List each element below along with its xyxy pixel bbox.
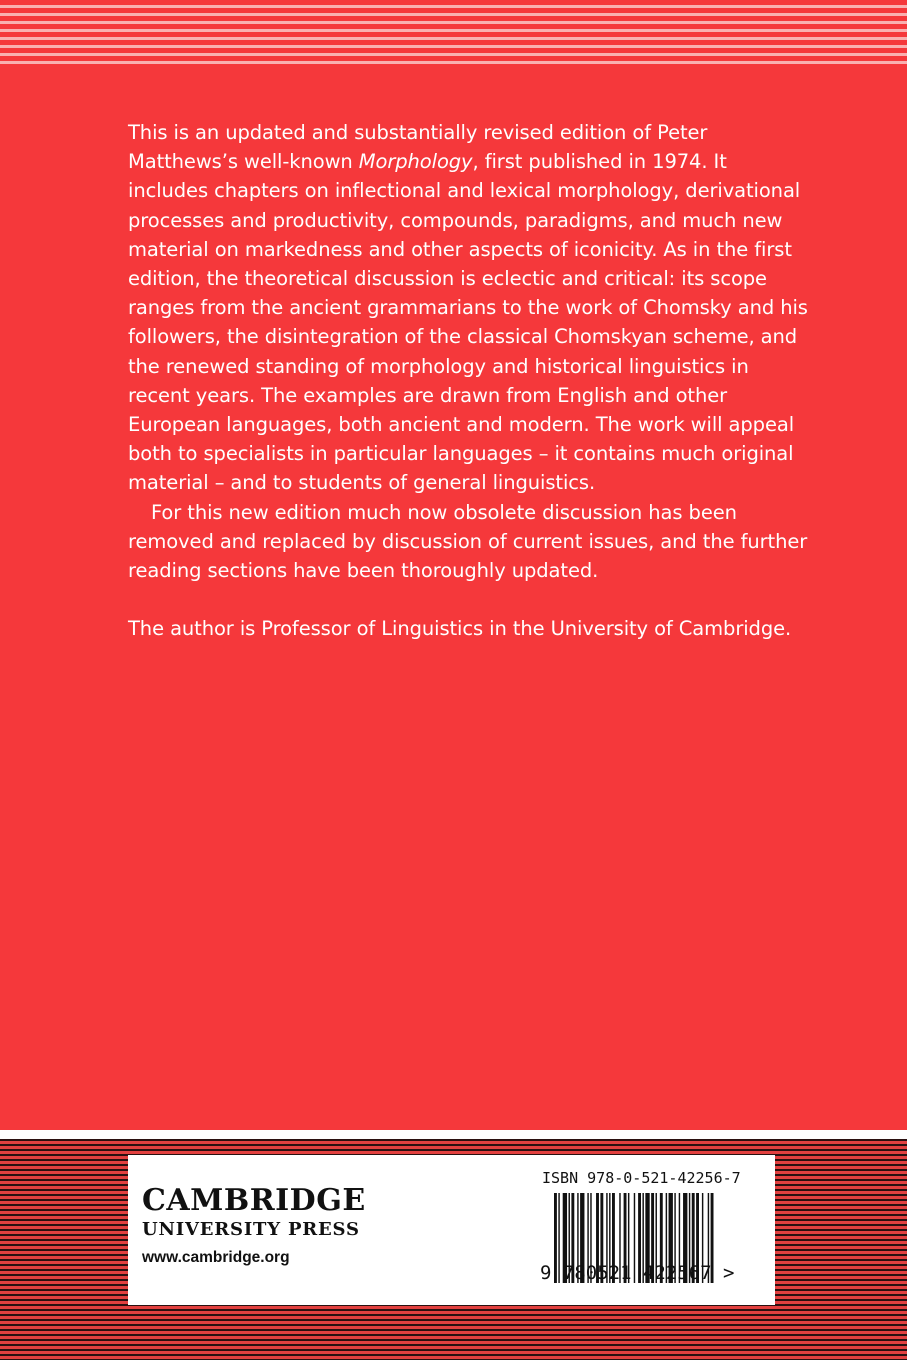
barcode-digits: 9 780521 422567 > xyxy=(540,1262,735,1284)
top-stripes xyxy=(0,0,907,64)
book-title: Morphology xyxy=(358,150,473,174)
blurb-paragraph-2: For this new edition much now obsolete discussion has been removed and replaced by discussion of current issues, and the further reading sections have been thoroughly updated. xyxy=(128,500,808,583)
author-note: The author is Professor of Linguistics in the University of Cambridge. xyxy=(128,617,792,641)
blurb-text xyxy=(128,118,808,643)
isbn-label: ISBN 978-0-521-42256-7 xyxy=(542,1169,741,1187)
publisher-website: www.cambridge.org xyxy=(142,1249,290,1266)
publisher-panel xyxy=(128,1155,775,1305)
publisher-logo xyxy=(142,1185,366,1267)
white-band xyxy=(0,1130,907,1139)
publisher-name: CAMBRIDGE xyxy=(142,1183,366,1218)
blurb-paragraph-1: This is an updated and substantially revised edition of Peter Matthews’s well-known Morphology, first published in 1974. It includes chapters on inflectional and lexical morphology, derivational processes and productivity, compounds, paradigms, and much new material on markedness and other aspects of iconicity. As in the first edition, the theoretical discussion is eclectic and critical: its scope ranges from the ancient grammarians to the work of Chomsky and his followers, the disintegration of the classical Chomskyan scheme, and the renewed standing of morphology and historical linguistics in recent years. The examples are drawn from English and other European languages, both ancient and modern. The work will appeal both to specialists in particular languages – it contains much original material – and to students of general linguistics. xyxy=(128,121,808,495)
publisher-subtitle: UNIVERSITY PRESS xyxy=(142,1219,360,1240)
